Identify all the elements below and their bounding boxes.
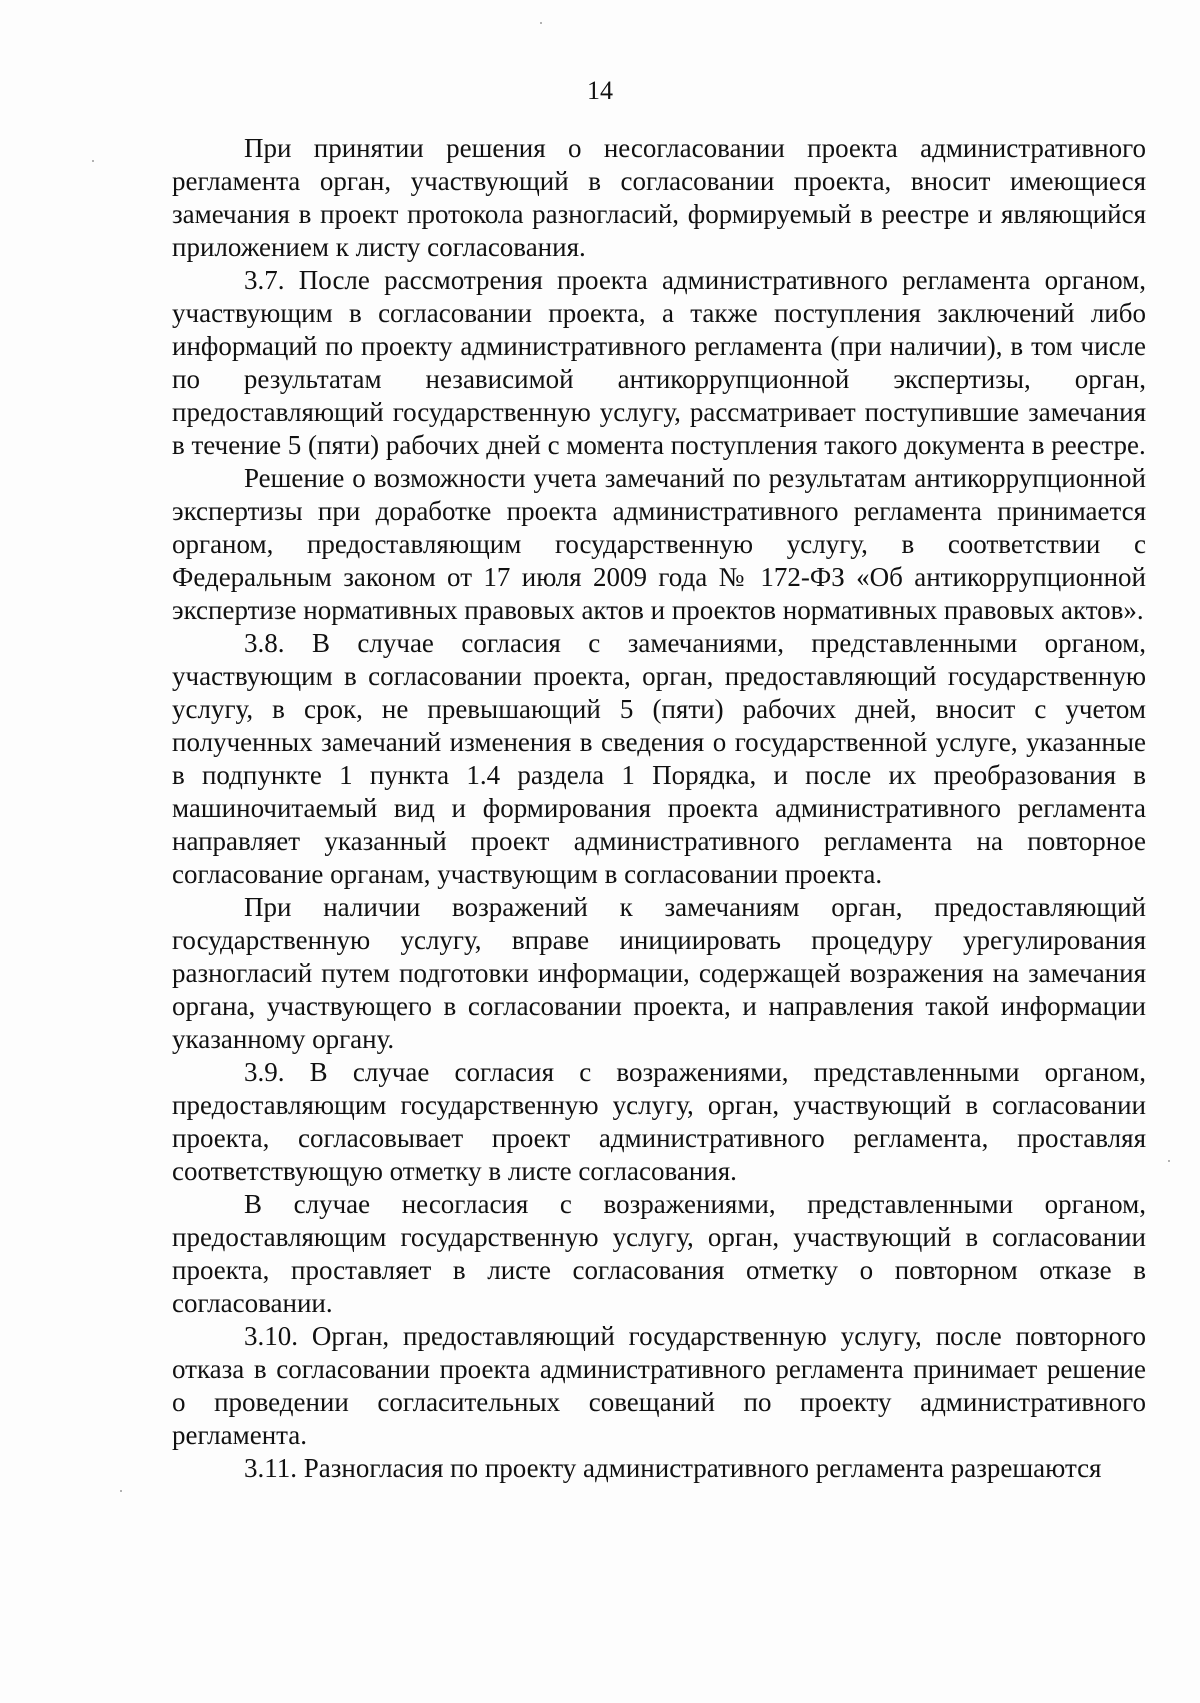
paragraph-repeated-refusal: В случае несогласия с возражениями, представленными органом, предоставляющим государственную услугу, орган, участвующий в согласовании проекта, проставляет в листе согласования отметку о повторном отказе в согласовании. (172, 1189, 1146, 1318)
scan-speck (92, 160, 94, 162)
paragraph-objections: При наличии возражений к замечаниям орган, предоставляющий государственную услугу, вправе инициировать процедуру урегулирования разногласий путем подготовки информации, содержащей возражения на замечания органа, участвующего в согласовании проекта, и направления такой информации указанному органу. (172, 892, 1146, 1054)
document-body (172, 132, 1146, 1485)
page-number: 14 (587, 76, 613, 105)
paragraph-3-11: 3.11. Разногласия по проекту административного регламента разрешаются (244, 1453, 1102, 1483)
paragraph-3-10: 3.10. Орган, предоставляющий государственную услугу, после повторного отказа в согласовании проекта административного регламента принимает решение о проведении согласительных совещаний по проекту административного регламента. (172, 1321, 1146, 1450)
paragraph-3-9: 3.9. В случае согласия с возражениями, представленными органом, предоставляющим государственную услугу, орган, участвующий в согласовании проекта, согласовывает проект административного регламента, проставляя соответствующую отметку в листе согласования. (172, 1057, 1146, 1186)
paragraph-3-8: 3.8. В случае согласия с замечаниями, представленными органом, участвующим в согласовании проекта, орган, предоставляющий государственную услугу, в срок, не превышающий 5 (пяти) рабочих дней, вносит с учетом полученных замечаний изменения в сведения о государственной услуге, указанные в подпункте 1 пункта 1.4 раздела 1 Порядка, и после их преобразования в машиночитаемый вид и формирования проекта административного регламента направляет указанный проект административного регламента на повторное согласование органам, участвующим в согласовании проекта. (172, 628, 1146, 889)
paragraph-anticorruption-decision: Решение о возможности учета замечаний по результатам антикоррупционной экспертизы при доработке проекта административного регламента принимается органом, предоставляющим государственную услугу, в соответствии с Федеральным законом от 17 июля 2009 года № 172-ФЗ «Об антикоррупционной экспертизе нормативных правовых актов и проектов нормативных правовых актов». (172, 463, 1146, 625)
scan-speck (1168, 1160, 1170, 1162)
paragraph-3-7: 3.7. После рассмотрения проекта административного регламента органом, участвующим в согласовании проекта, а также поступления заключений либо информаций по проекту административного регламента (при наличии), в том числе по результатам независимой антикоррупционной экспертизы, орган, предоставляющий государственную услугу, рассматривает поступившие замечания в течение 5 (пяти) рабочих дней с момента поступления такого документа в реестре. (172, 265, 1146, 460)
scan-speck (540, 22, 542, 24)
scan-speck (120, 1490, 122, 1492)
paragraph-disagreement-decision: При принятии решения о несогласовании проекта административного регламента орган, участвующий в согласовании проекта, вносит имеющиеся замечания в проект протокола разногласий, формируемый в реестре и являющийся приложением к листу согласования. (172, 133, 1146, 262)
